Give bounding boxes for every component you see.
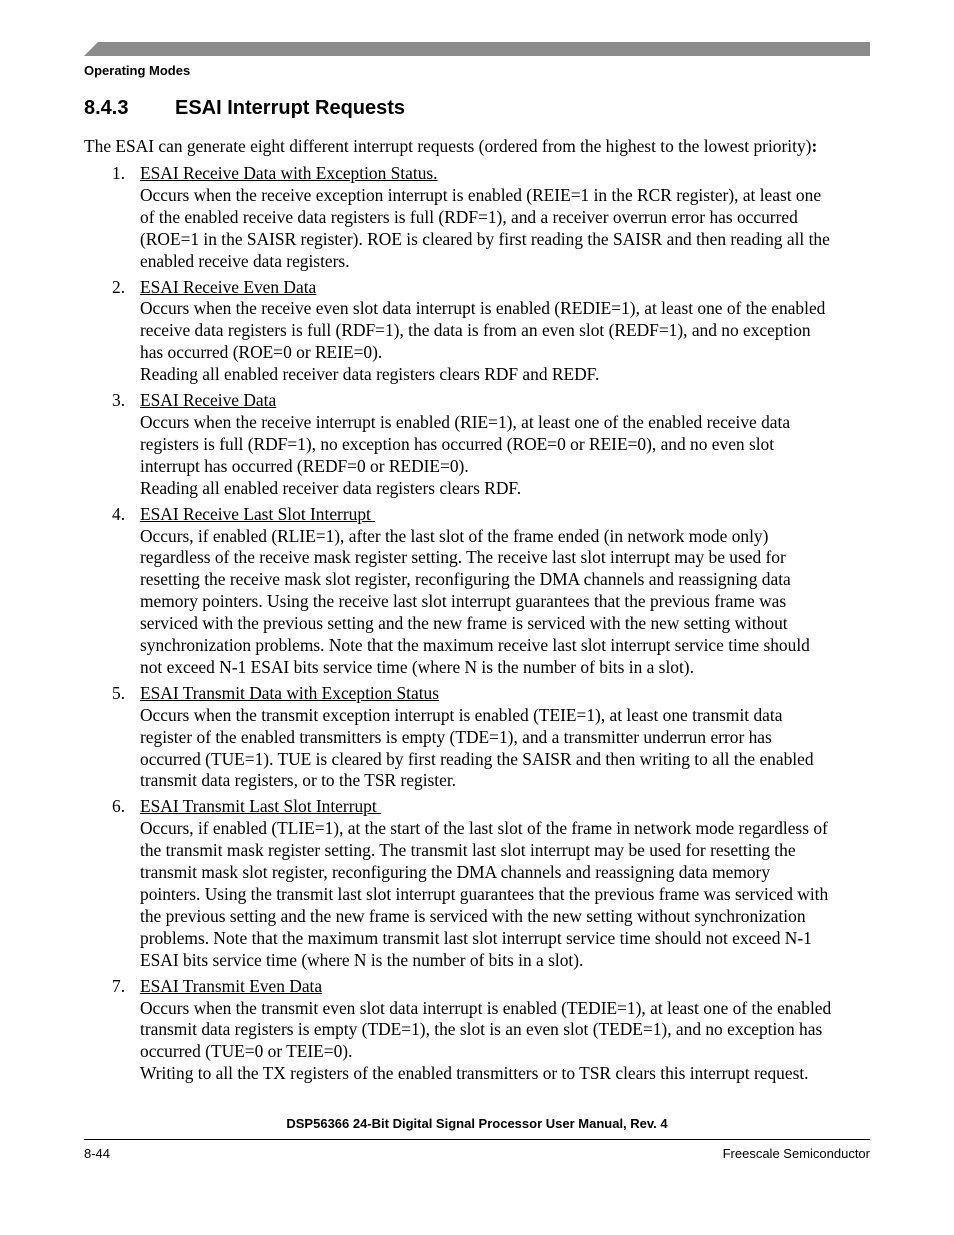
item-number: 2. [112, 276, 126, 297]
item-description-line: not exceed N-1 ESAI bits service time (where N is the number of bits in a slot). [140, 656, 694, 677]
item-number: 7. [112, 975, 126, 996]
item-description-line: memory pointers. Using the receive last slot interrupt guarantees that the previous frame was [140, 591, 787, 612]
item-description-line: (ROE=1 in the SAISR register). ROE is cleared by first reading the SAISR and then reading all the [140, 228, 830, 249]
item-description-line: Writing to all the TX registers of the enabled transmitters or to TSR clears this interrupt request. [140, 1063, 809, 1084]
item-title: ESAI Receive Data with Exception Status. [140, 163, 438, 183]
item-description-line: interrupt has occurred (REDF=0 or REDIE=0). [140, 455, 469, 476]
section-heading [84, 97, 405, 120]
list-item [84, 277, 884, 387]
item-description-line: serviced with the previous setting and the new frame is serviced with the new setting without [140, 613, 788, 634]
page-number: 8-44 [84, 1146, 111, 1161]
item-description-line: Occurs when the transmit exception interrupt is enabled (TEIE=1), at least one transmit data [140, 704, 783, 725]
item-description-line: transmit mask slot register, reconfiguring the DMA channels and reassigning data memory [140, 862, 771, 883]
item-number: 6. [112, 796, 126, 817]
item-description-line: transmit data registers, or to the TSR register. [140, 770, 457, 791]
item-title: ESAI Receive Last Slot Interrupt [140, 503, 376, 524]
running-head: Operating Modes [84, 63, 191, 78]
item-description-line: Occurs, if enabled (TLIE=1), at the start of the last slot of the frame in network mode regardless of [140, 818, 828, 839]
footer-document-title: DSP56366 24-Bit Digital Signal Processor User Manual, Rev. 4 [286, 1116, 668, 1131]
item-description-line: Reading all enabled receiver data registers clears RDF and REDF. [140, 364, 600, 385]
interrupt-request-list [84, 163, 884, 1089]
footer-publisher: Freescale Semiconductor [722, 1146, 870, 1161]
item-description-line: receive data registers is full (RDF=1), the data is from an even slot (REDF=1), and no exception [140, 320, 811, 341]
item-description-line: Occurs, if enabled (RLIE=1), after the last slot of the frame ended (in network mode only) [140, 525, 769, 546]
item-title: ESAI Transmit Last Slot Interrupt [140, 796, 382, 817]
item-title: ESAI Receive Even Data [140, 276, 317, 297]
item-description-line: the transmit mask register setting. The transmit last slot interrupt may be used for resetting the [140, 840, 796, 861]
list-item [84, 390, 884, 500]
intro-colon: : [811, 136, 818, 156]
intro-text: The ESAI can generate eight different interrupt requests (ordered from the highest to the lowest priority) [84, 136, 812, 156]
item-description-line: resetting the receive mask slot register, reconfiguring the DMA channels and reassigning data [140, 569, 791, 590]
item-description-line: Occurs when the transmit even slot data interrupt is enabled (TEDIE=1), at least one of the enabled [140, 997, 832, 1018]
intro-paragraph [84, 135, 884, 157]
item-description-line: pointers. Using the transmit last slot interrupt guarantees that the previous frame was serviced with [140, 884, 829, 904]
item-number: 4. [112, 503, 126, 524]
item-description-line: occurred (TUE=1). TUE is cleared by first reading the SAISR and then writing to all the enabled [140, 748, 814, 769]
item-description-line: transmit data registers is empty (TDE=1), the slot is an even slot (TEDE=1), and no exception has [140, 1019, 823, 1040]
item-description-line: Reading all enabled receiver data registers clears RDF. [140, 477, 522, 498]
list-item [84, 683, 884, 793]
item-title: ESAI Transmit Even Data [140, 975, 323, 996]
section-title: ESAI Interrupt Requests [175, 97, 406, 119]
item-description-line: the previous setting and the new frame is serviced with the new setting without synchronization [140, 905, 806, 926]
header-decorative-bar [84, 42, 870, 56]
item-description-line: ESAI bits service time (where N is the number of bits in a slot). [140, 949, 584, 970]
item-description-line: registers is full (RDF=1), no exception has occurred (ROE=0 or REIE=0), and no even slot [140, 433, 775, 454]
item-number: 3. [112, 390, 126, 411]
list-item [84, 504, 884, 679]
item-number: 5. [112, 682, 126, 703]
item-number: 1. [112, 163, 126, 183]
item-description-line: Occurs when the receive even slot data interrupt is enabled (REDIE=1), at least one of the enabled [140, 298, 826, 319]
list-item [84, 163, 884, 273]
list-item [84, 976, 884, 1086]
item-description-line: register of the enabled transmitters is empty (TDE=1), and a transmitter underrun error has [140, 726, 772, 747]
item-description-line: synchronization problems. Note that the maximum receive last slot interrupt service time should [140, 635, 810, 656]
item-description-line: enabled receive data registers. [140, 250, 350, 271]
item-description-line: has occurred (ROE=0 or REIE=0). [140, 342, 383, 363]
item-description-line: problems. Note that the maximum transmit last slot interrupt service time should not exceed N-1 [140, 927, 812, 948]
footer-divider [84, 1139, 870, 1140]
item-description-line: Occurs when the receive interrupt is enabled (RIE=1), at least one of the enabled receive data [140, 411, 791, 432]
section-number: 8.4.3 [84, 97, 129, 119]
item-title: ESAI Receive Data [140, 390, 277, 411]
item-description-line: occurred (TUE=0 or TEIE=0). [140, 1041, 353, 1062]
item-description-line: of the enabled receive data registers is full (RDF=1), and a receiver overrun error has occurred [140, 206, 798, 227]
item-description-line: regardless of the receive mask register setting. The receive last slot interrupt may be used for [140, 547, 786, 568]
list-item [84, 796, 884, 971]
item-title: ESAI Transmit Data with Exception Status [140, 682, 440, 703]
item-description-line: Occurs when the receive exception interrupt is enabled (REIE=1 in the RCR register), at least one [140, 184, 822, 205]
